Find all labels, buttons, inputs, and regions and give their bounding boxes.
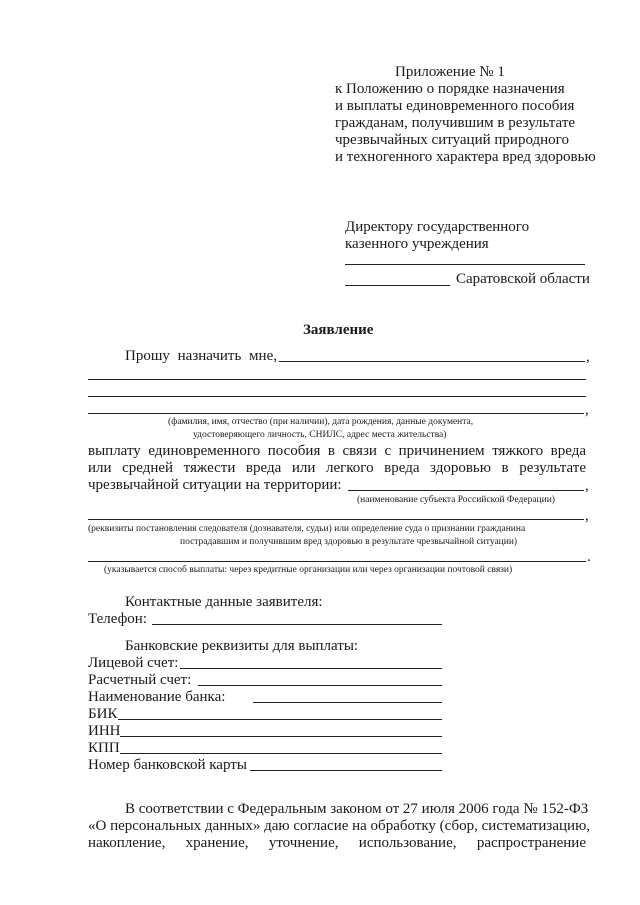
subject-note: (наименование субъекта Российской Федерации) (357, 495, 555, 505)
bank-field-label: Наименование банка: (88, 689, 226, 705)
bank-field-label: БИК (88, 706, 118, 722)
personal-data-note: (фамилия, имя, отчество (при наличии), дата рождения, данные документа, (168, 417, 474, 427)
consent-line: В соответствии с Федеральным законом от 27 июля 2006 года № 152-ФЗ (125, 801, 589, 817)
comma: , (586, 349, 590, 365)
bank-field-label: Лицевой счет: (88, 655, 179, 671)
appendix-title: Приложение № 1 (395, 64, 505, 80)
phone-label: Телефон: (88, 611, 147, 627)
request-body: чрезвычайной ситуации на территории: (88, 477, 342, 493)
document-heading: Заявление (303, 322, 374, 338)
decree-note: (реквизиты постановления следователя (дознавателя, судьи) или определение суда о признании гражданина (88, 524, 526, 534)
name-blank-line[interactable] (88, 413, 584, 414)
addressee-region: Саратовской области (456, 271, 590, 287)
appendix-line: гражданам, получившим в результате (335, 115, 576, 131)
payment-blank-line[interactable] (88, 561, 586, 562)
bank-name-field[interactable] (253, 702, 442, 703)
request-lead: Прошу назначить мне, (125, 348, 277, 364)
decree-blank-line[interactable] (88, 519, 584, 520)
name-blank-line[interactable] (279, 361, 585, 362)
comma: , (585, 402, 589, 418)
comma: , (585, 508, 589, 524)
bank-field-label: Расчетный счет: (88, 672, 192, 688)
addressee-line: казенного учреждения (345, 236, 489, 252)
appendix-line: чрезвычайных ситуаций природного (335, 132, 569, 148)
bank-title: Банковские реквизиты для выплаты: (125, 638, 359, 654)
name-blank-line[interactable] (88, 379, 586, 380)
addressee-line: Директору государственного (345, 219, 530, 235)
settlement-account-field[interactable] (198, 685, 442, 686)
bank-field-label: ИНН (88, 723, 121, 739)
appendix-line: и выплаты единовременного пособия (335, 98, 575, 114)
kpp-field[interactable] (120, 753, 442, 754)
personal-data-note: удостоверяющего личность, СНИЛС, адрес места жительства) (193, 430, 447, 440)
consent-line: накопление, хранение, уточнение, использование, распространение (88, 835, 586, 851)
appendix-line: к Положению о порядке назначения (335, 81, 565, 97)
payment-note: (указывается способ выплаты: через кредитные организации или через организации почтовой связи) (104, 565, 513, 575)
appendix-line: и техногенного характера вред здоровью (335, 149, 596, 165)
phone-field[interactable] (152, 624, 442, 625)
request-body: выплату единовременного пособия в связи с причинением тяжкого вреда (88, 443, 586, 459)
consent-line: «О персональных данных» даю согласие на обработку (сбор, систематизацию, (88, 818, 591, 834)
card-number-field[interactable] (250, 770, 442, 771)
contacts-title: Контактные данные заявителя: (125, 594, 323, 610)
inn-field[interactable] (120, 736, 442, 737)
decree-note: пострадавшим и получившим вред здоровью в результате чрезвычайной ситуации) (180, 537, 518, 547)
period: . (587, 549, 591, 565)
bank-field-label: КПП (88, 740, 120, 756)
addressee-blank-short[interactable] (345, 285, 450, 286)
territory-blank-line[interactable] (348, 490, 584, 491)
request-body: или средней тяжести вреда или легкого вреда здоровью в результате (88, 460, 586, 476)
addressee-blank-line[interactable] (345, 264, 585, 265)
comma: , (585, 478, 589, 494)
account-field[interactable] (180, 668, 442, 669)
bik-field[interactable] (118, 719, 442, 720)
name-blank-line[interactable] (88, 396, 586, 397)
bank-field-label: Номер банковской карты (88, 757, 247, 773)
